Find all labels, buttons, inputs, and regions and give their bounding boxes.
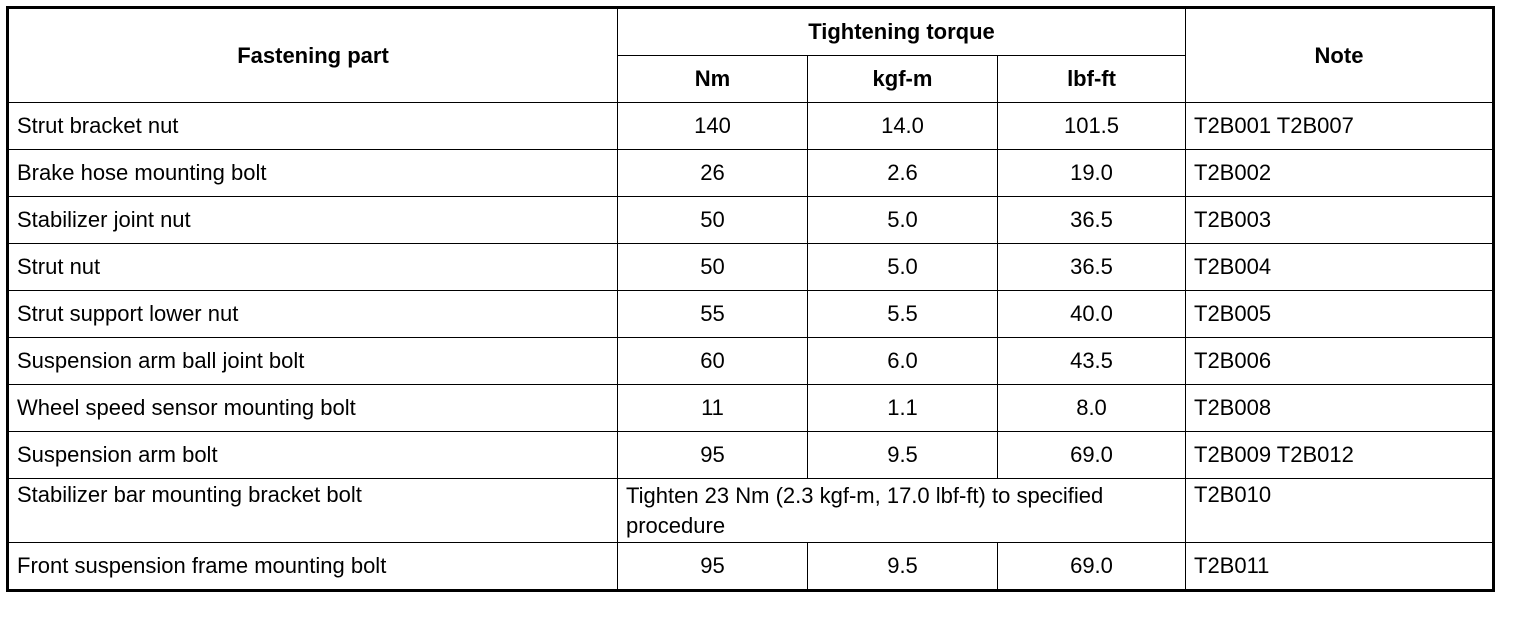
header-lbfft: lbf-ft <box>998 56 1186 103</box>
table-row <box>8 291 1494 338</box>
table-row <box>8 338 1494 385</box>
cell-lbfft: 36.5 <box>998 244 1186 291</box>
cell-lbfft: 69.0 <box>998 543 1186 591</box>
cell-part: Front suspension frame mounting bolt <box>8 543 618 591</box>
cell-note: T2B006 <box>1186 338 1494 385</box>
cell-kgfm: 2.6 <box>808 150 998 197</box>
table-row <box>8 103 1494 150</box>
header-note: Note <box>1186 8 1494 103</box>
cell-note: T2B011 <box>1186 543 1494 591</box>
header-nm: Nm <box>618 56 808 103</box>
cell-nm: 140 <box>618 103 808 150</box>
table-row <box>8 385 1494 432</box>
header-tightening-torque: Tightening torque <box>618 8 1186 56</box>
table-row <box>8 432 1494 479</box>
cell-part: Strut support lower nut <box>8 291 618 338</box>
cell-kgfm: 14.0 <box>808 103 998 150</box>
cell-note: T2B002 <box>1186 150 1494 197</box>
cell-part: Strut bracket nut <box>8 103 618 150</box>
cell-kgfm: 1.1 <box>808 385 998 432</box>
cell-part: Wheel speed sensor mounting bolt <box>8 385 618 432</box>
cell-nm: 95 <box>618 543 808 591</box>
cell-part: Strut nut <box>8 244 618 291</box>
cell-part: Brake hose mounting bolt <box>8 150 618 197</box>
cell-nm: 11 <box>618 385 808 432</box>
cell-note: T2B004 <box>1186 244 1494 291</box>
cell-part: Stabilizer bar mounting bracket bolt <box>8 479 618 543</box>
table-row <box>8 244 1494 291</box>
cell-lbfft: 43.5 <box>998 338 1186 385</box>
table-row <box>8 197 1494 244</box>
cell-note: T2B001 T2B007 <box>1186 103 1494 150</box>
cell-lbfft: 8.0 <box>998 385 1186 432</box>
cell-part: Suspension arm ball joint bolt <box>8 338 618 385</box>
table-row <box>8 150 1494 197</box>
cell-note: T2B003 <box>1186 197 1494 244</box>
cell-kgfm: 5.0 <box>808 244 998 291</box>
cell-kgfm: 5.0 <box>808 197 998 244</box>
cell-nm: 60 <box>618 338 808 385</box>
header-row <box>8 8 1494 56</box>
cell-lbfft: 101.5 <box>998 103 1186 150</box>
cell-part: Suspension arm bolt <box>8 432 618 479</box>
cell-nm: 26 <box>618 150 808 197</box>
cell-kgfm: 9.5 <box>808 432 998 479</box>
cell-nm: 50 <box>618 197 808 244</box>
cell-note: T2B008 <box>1186 385 1494 432</box>
cell-part: Stabilizer joint nut <box>8 197 618 244</box>
table-row <box>8 479 1494 543</box>
cell-torque-instruction: Tighten 23 Nm (2.3 kgf-m, 17.0 lbf-ft) to specified procedure <box>618 479 1186 543</box>
table-row <box>8 543 1494 591</box>
cell-nm: 55 <box>618 291 808 338</box>
cell-kgfm: 6.0 <box>808 338 998 385</box>
cell-lbfft: 19.0 <box>998 150 1186 197</box>
cell-kgfm: 9.5 <box>808 543 998 591</box>
torque-table <box>6 6 1495 592</box>
cell-note: T2B009 T2B012 <box>1186 432 1494 479</box>
cell-lbfft: 40.0 <box>998 291 1186 338</box>
cell-lbfft: 69.0 <box>998 432 1186 479</box>
cell-note: T2B010 <box>1186 479 1494 543</box>
cell-nm: 95 <box>618 432 808 479</box>
header-kgfm: kgf-m <box>808 56 998 103</box>
cell-note: T2B005 <box>1186 291 1494 338</box>
cell-nm: 50 <box>618 244 808 291</box>
header-fastening-part: Fastening part <box>8 8 618 103</box>
cell-kgfm: 5.5 <box>808 291 998 338</box>
cell-lbfft: 36.5 <box>998 197 1186 244</box>
